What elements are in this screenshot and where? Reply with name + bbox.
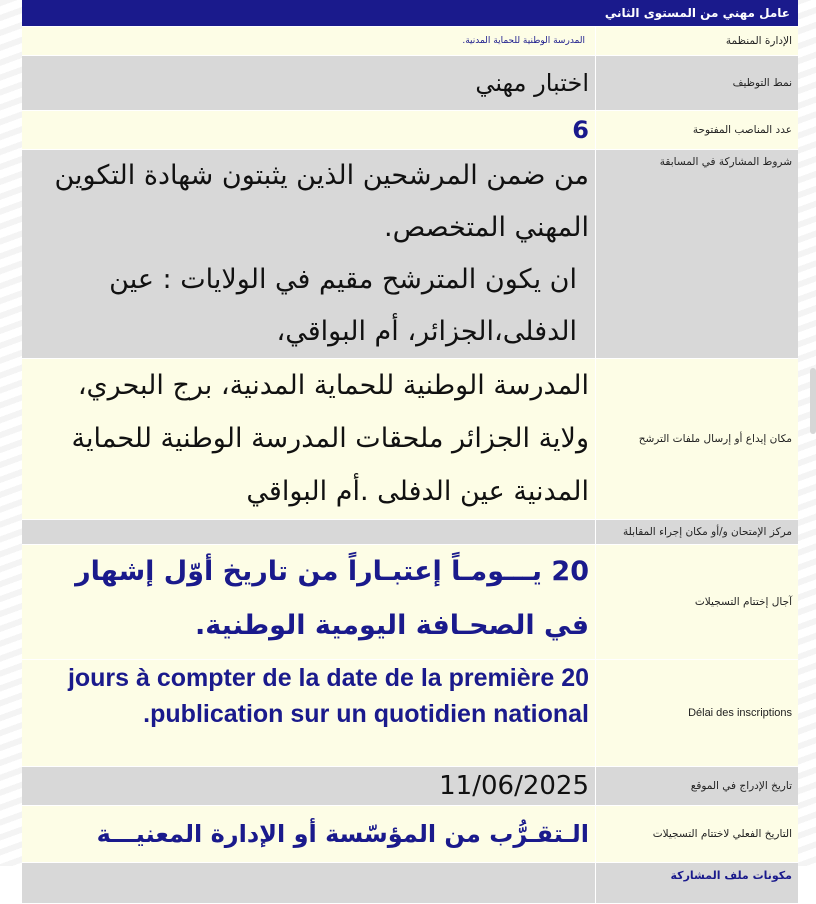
deadline-ar-value: 20 يـــومـاً إعتبـاراً من تاريخ أوّل إشهار في الصحـافة اليومية الوطنية. bbox=[22, 545, 596, 659]
open-positions-value: 6 bbox=[22, 111, 596, 149]
deadline-fr-value: 20 jours à compter de la date de la première publication sur un quotidien national. bbox=[22, 660, 596, 766]
actual-closing-row bbox=[22, 806, 798, 863]
organizing-admin-value: المدرسة الوطنية للحماية المدنية. bbox=[22, 27, 596, 55]
open-positions-row bbox=[22, 111, 798, 150]
recruitment-type-value: اختبار مهني bbox=[22, 56, 596, 110]
job-details-table bbox=[22, 0, 798, 882]
exam-center-label: مركز الإمتحان و/أو مكان إجراء المقابلة bbox=[596, 520, 798, 544]
conditions-line-1: من ضمن المرشحين الذين يثبتون شهادة التكوين المهني المتخصص. bbox=[54, 160, 589, 243]
file-components-row bbox=[22, 863, 798, 904]
scrollbar-thumb[interactable] bbox=[810, 368, 816, 434]
deadline-fr-row bbox=[22, 660, 798, 767]
job-title-row bbox=[22, 0, 798, 27]
posting-date-row bbox=[22, 767, 798, 806]
left-background-strip bbox=[0, 0, 22, 866]
file-components-label: مكونات ملف المشاركة bbox=[596, 863, 798, 903]
submission-place-label: مكان إيداع أو إرسال ملفات الترشح bbox=[596, 359, 798, 519]
conditions-line-2: ان يكون المترشح مقيم في الولايات : عين الدفلى،الجزائر، أم البواقي، bbox=[109, 264, 577, 347]
actual-closing-label: التاريخ الفعلي لاختتام التسجيلات bbox=[596, 806, 798, 862]
file-components-value bbox=[22, 863, 596, 903]
recruitment-type-row bbox=[22, 56, 798, 111]
deadline-fr-label: Délai des inscriptions bbox=[596, 660, 798, 766]
open-positions-label: عدد المناصب المفتوحة bbox=[596, 111, 798, 149]
organizing-admin-row bbox=[22, 27, 798, 56]
job-title: عامل مهني من المستوى الثاني bbox=[596, 0, 798, 26]
conditions-row bbox=[22, 150, 798, 359]
actual-closing-value: الـتقـرُّب من المؤسّسة أو الإدارة المعنيـــة bbox=[22, 806, 596, 862]
deadline-ar-label: آجال إختتام التسجيلات bbox=[596, 545, 798, 659]
recruitment-type-label: نمط التوظيف bbox=[596, 56, 798, 110]
deadline-ar-row bbox=[22, 545, 798, 660]
job-title-fill bbox=[22, 0, 596, 26]
organizing-admin-label: الإدارة المنظمة bbox=[596, 27, 798, 55]
posting-date-label: تاريخ الإدراج في الموقع bbox=[596, 767, 798, 805]
conditions-label: شروط المشاركة في المسابقة bbox=[596, 150, 798, 358]
conditions-value bbox=[22, 150, 596, 358]
exam-center-row bbox=[22, 520, 798, 545]
exam-center-value bbox=[22, 520, 596, 544]
submission-place-row bbox=[22, 359, 798, 520]
submission-place-value: المدرسة الوطنية للحماية المدنية، برج البحري، ولاية الجزائر ملحقات المدرسة الوطنية للحماية المدنية عين الدفلى .أم البواقي bbox=[22, 359, 596, 519]
posting-date-value: 11/06/2025 bbox=[22, 767, 596, 805]
